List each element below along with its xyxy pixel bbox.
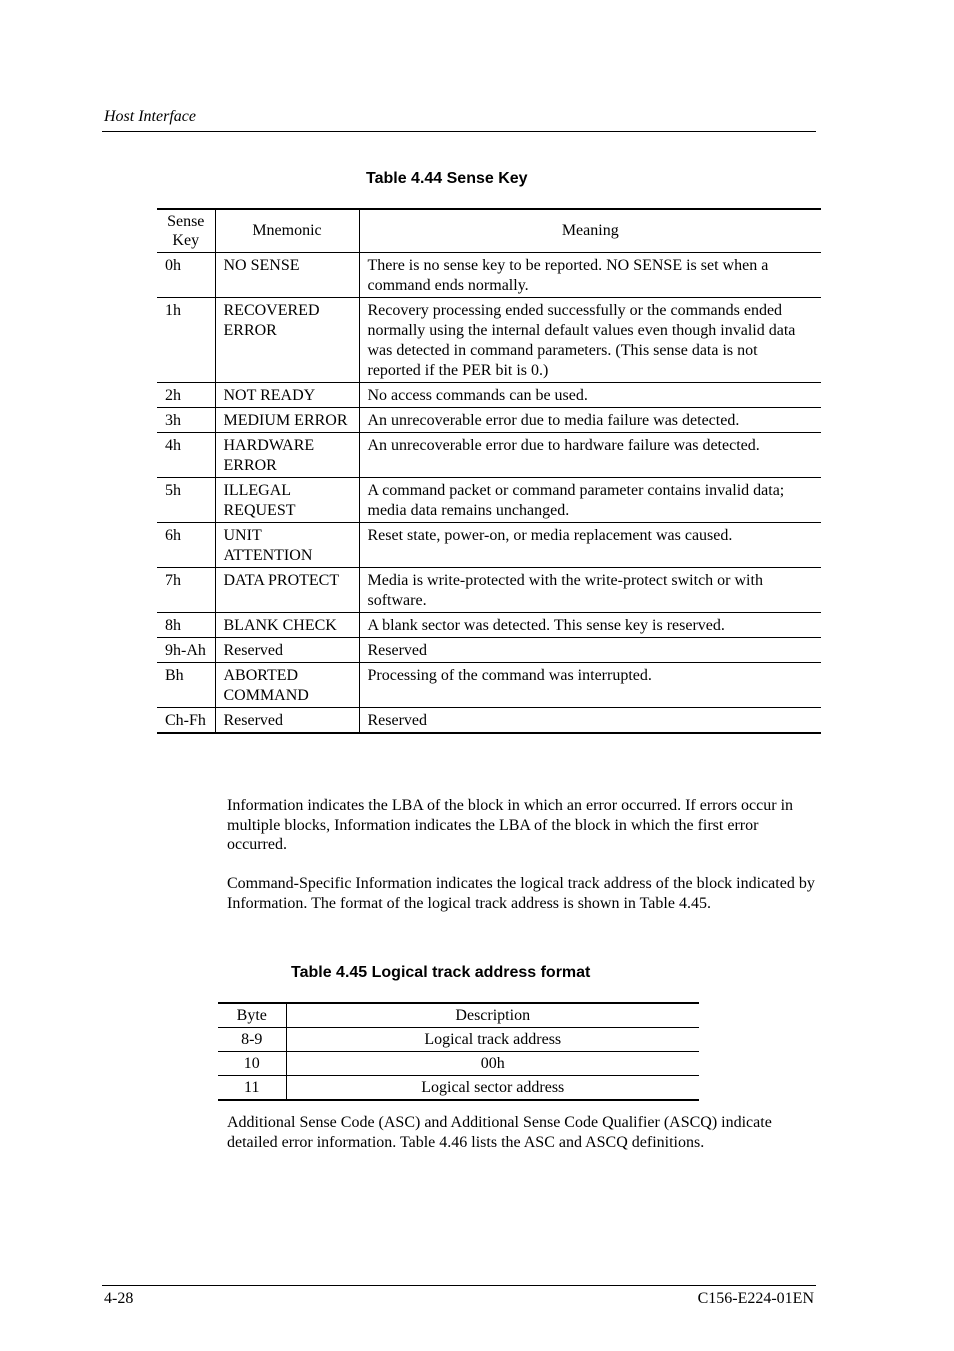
command-specific-paragraph: Command-Specific Information indicates the logical track address of the block indicated by Information. The format of the logical track address is shown in Table 4.45.	[227, 875, 815, 912]
sense-key-cell: 8h	[157, 613, 215, 638]
meaning-cell: Media is write-protected with the write-protect switch or with software.	[359, 568, 821, 613]
meaning-cell: A command packet or command parameter contains invalid data; media data remains unchanged.	[359, 478, 821, 523]
table-row	[157, 568, 821, 613]
mnemonic-cell: NOT READY	[215, 383, 359, 408]
mnemonic-cell: ILLEGAL REQUEST	[215, 478, 359, 523]
table-row	[157, 408, 821, 433]
page-number: 4-28	[104, 1290, 134, 1307]
description-cell: 00h	[286, 1052, 699, 1076]
meaning-cell: Reset state, power-on, or media replacement was caused.	[359, 523, 821, 568]
sense-key-cell: 5h	[157, 478, 215, 523]
col-header-description: Description	[286, 1003, 699, 1028]
col-header-mnemonic: Mnemonic	[215, 209, 359, 253]
table-row	[157, 433, 821, 478]
document-id: C156-E224-01EN	[697, 1290, 814, 1307]
mnemonic-cell: NO SENSE	[215, 253, 359, 298]
sense-key-cell: Ch-Fh	[157, 708, 215, 734]
table-row	[157, 383, 821, 408]
table-4-44-caption: Table 4.44 Sense Key	[366, 170, 528, 187]
description-cell: Logical sector address	[286, 1076, 699, 1101]
table-row	[157, 663, 821, 708]
sense-key-cell: 6h	[157, 523, 215, 568]
col-header-byte: Byte	[218, 1003, 286, 1028]
byte-cell: 10	[218, 1052, 286, 1076]
mnemonic-cell: UNIT ATTENTION	[215, 523, 359, 568]
meaning-cell: Recovery processing ended successfully or the commands ended normally using the internal default values even though invalid data was detected in command parameters. (This sense data is not reported if the PER bit is 0.)	[359, 298, 821, 383]
running-header: Host Interface	[104, 108, 196, 125]
table-row	[218, 1076, 699, 1101]
meaning-cell: Reserved	[359, 638, 821, 663]
meaning-cell: An unrecoverable error due to hardware failure was detected.	[359, 433, 821, 478]
table-row	[157, 708, 821, 734]
byte-cell: 8-9	[218, 1028, 286, 1052]
table-row	[218, 1052, 699, 1076]
sense-key-cell: 0h	[157, 253, 215, 298]
mnemonic-cell: MEDIUM ERROR	[215, 408, 359, 433]
table-row	[157, 638, 821, 663]
sense-key-cell: Bh	[157, 663, 215, 708]
meaning-cell: No access commands can be used.	[359, 383, 821, 408]
table-4-45-caption: Table 4.45 Logical track address format	[291, 964, 591, 981]
mnemonic-cell: HARDWARE ERROR	[215, 433, 359, 478]
table-row	[157, 253, 821, 298]
mnemonic-cell: RECOVERED ERROR	[215, 298, 359, 383]
mnemonic-cell: Reserved	[215, 638, 359, 663]
table-row	[157, 298, 821, 383]
header-rule	[102, 131, 816, 132]
sense-key-cell: 9h-Ah	[157, 638, 215, 663]
asc-ascq-paragraph: Additional Sense Code (ASC) and Additional Sense Code Qualifier (ASCQ) indicate detailed error information. Table 4.46 lists the ASC and ASCQ definitions.	[227, 1114, 772, 1151]
sense-key-cell: 1h	[157, 298, 215, 383]
meaning-cell: A blank sector was detected. This sense key is reserved.	[359, 613, 821, 638]
mnemonic-cell: Reserved	[215, 708, 359, 734]
meaning-cell: Processing of the command was interrupted.	[359, 663, 821, 708]
table-row	[157, 478, 821, 523]
sense-key-cell: 4h	[157, 433, 215, 478]
table-header-row	[218, 1003, 699, 1028]
meaning-cell: Reserved	[359, 708, 821, 734]
sense-key-cell: 3h	[157, 408, 215, 433]
sense-key-cell: 2h	[157, 383, 215, 408]
mnemonic-cell: BLANK CHECK	[215, 613, 359, 638]
information-paragraph: Information indicates the LBA of the block in which an error occurred. If errors occur in multiple blocks, Information indicates the LBA of the block in which the first error occurred.	[227, 797, 794, 853]
description-cell: Logical track address	[286, 1028, 699, 1052]
meaning-cell: There is no sense key to be reported. NO SENSE is set when a command ends normally.	[359, 253, 821, 298]
sense-key-table	[157, 208, 821, 734]
mnemonic-cell: DATA PROTECT	[215, 568, 359, 613]
table-row	[157, 613, 821, 638]
footer-rule	[102, 1285, 816, 1286]
table-row	[218, 1028, 699, 1052]
byte-cell: 11	[218, 1076, 286, 1101]
logical-track-address-table	[218, 1002, 699, 1101]
col-header-meaning: Meaning	[359, 209, 821, 253]
meaning-cell: An unrecoverable error due to media failure was detected.	[359, 408, 821, 433]
sense-key-cell: 7h	[157, 568, 215, 613]
col-header-sense-key: Sense Key	[157, 209, 215, 253]
table-header-row	[157, 209, 821, 253]
mnemonic-cell: ABORTED COMMAND	[215, 663, 359, 708]
table-row	[157, 523, 821, 568]
